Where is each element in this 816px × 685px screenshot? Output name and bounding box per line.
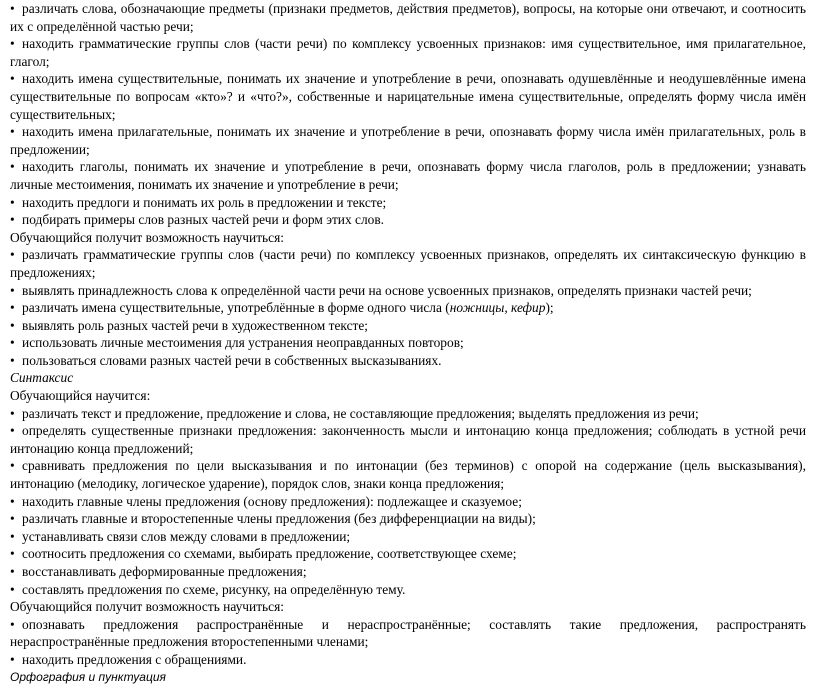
opportunity-heading-2: Обучающийся получит возможность научиться: <box>10 599 284 615</box>
list-item <box>10 528 806 546</box>
list-item <box>10 493 806 511</box>
bullet-icon: • <box>10 300 15 316</box>
list-item <box>10 299 806 317</box>
list-item <box>10 510 806 528</box>
bullet-icon: • <box>10 194 15 210</box>
list-item-text: восстанавливать деформированные предложения; <box>22 564 307 579</box>
list-item <box>10 35 806 70</box>
list-item-text: находить предлоги и понимать их роль в предложении и тексте; <box>22 194 387 210</box>
list-item <box>10 282 806 300</box>
bullet-icon: • <box>10 511 15 527</box>
list-item-text: выявлять принадлежность слова к определённой части речи на основе усвоенных признаков, определять признаки частей речи; <box>22 282 752 298</box>
list-item <box>10 352 806 370</box>
bullet-icon: • <box>10 581 15 597</box>
list-item <box>10 194 806 212</box>
bullet-icon: • <box>10 651 15 667</box>
list-item-text: различать грамматические группы слов (части речи) по комплексу усвоенных признаков, определять их синтаксическую функцию в предложениях; <box>10 247 806 280</box>
document-page <box>10 0 806 685</box>
list-item <box>10 334 806 352</box>
list-item-text: выявлять роль разных частей речи в художественном тексте; <box>22 317 369 333</box>
bullet-icon: • <box>10 1 15 16</box>
bullet-icon: • <box>10 247 15 263</box>
syntax-heading: Синтаксис <box>10 370 74 386</box>
list-item-text: использовать личные местоимения для устранения неоправданных повторов; <box>22 335 464 351</box>
italic-example: ножницы, кефир <box>449 300 546 316</box>
bullet-icon: • <box>10 405 15 421</box>
list-item-text: устанавливать связи слов между словами в предложении; <box>22 528 351 544</box>
bullet-icon: • <box>10 423 15 439</box>
list-item <box>10 422 806 457</box>
list-item-text: находить грамматические группы слов (части речи) по комплексу усвоенных признаков: имя существительное, имя прилагательное, глагол; <box>10 36 806 69</box>
opportunity-list-1-rest <box>10 317 806 370</box>
opportunity-list-2 <box>10 616 806 669</box>
syntax-list <box>10 405 806 599</box>
bullet-icon: • <box>10 352 15 368</box>
bullet-icon: • <box>10 71 15 87</box>
list-item-text: сравнивать предложения по цели высказывания и по интонации (без терминов) с опорой на содержание (цель высказывания), интонацию (мелодику, логическое ударение), порядок слов, знаки конца предложения; <box>10 458 806 492</box>
list-item-text: находить имена существительные, понимать их значение и употребление в речи, опознавать одушевлённые и неодушевлённые имена существительные по вопросам «кто»? и «что?», собственные и нарицательные имена существительные, определять форму числа имён существительных; <box>10 71 806 122</box>
bullet-icon: • <box>10 212 15 228</box>
list-item <box>10 70 806 123</box>
bullet-icon: • <box>10 159 15 175</box>
bullet-icon: • <box>10 317 15 333</box>
list-item <box>10 405 806 423</box>
list-item <box>10 457 806 492</box>
list-item <box>10 616 806 651</box>
list-item-text: составлять предложения по схеме, рисунку, на определённую тему. <box>22 581 406 597</box>
list-item <box>10 211 806 229</box>
bullet-icon: • <box>10 282 15 298</box>
list-item-text: опознавать предложения распространённые и нераспространённые; составлять такие предложения, распространять нераспространённые предложения второстепенными членами; <box>10 616 806 650</box>
bullet-icon: • <box>10 335 15 351</box>
list-item-text-end: ); <box>545 300 554 316</box>
list-item-text: различать слова, обозначающие предметы (признаки предметов, действия предметов), вопросы, на которые они отвечают, и соотносить их с определённой частью речи; <box>10 1 806 34</box>
orthography-heading: Орфография и пунктуация <box>10 669 166 684</box>
parts-of-speech-list <box>10 0 806 229</box>
list-item-text: находить глаголы, понимать их значение и употребление в речи, опознавать форму числа глаголов, роль в предложении; узнавать личные местоимения, понимать их значение и употребление в речи; <box>10 159 806 192</box>
list-item-text: подбирать примеры слов разных частей речи и форм этих слов. <box>22 212 385 228</box>
bullet-icon: • <box>10 564 15 579</box>
will-learn-heading: Обучающийся научится: <box>10 388 151 404</box>
list-item <box>10 246 806 281</box>
bullet-icon: • <box>10 546 15 562</box>
list-item-text: определять существенные признаки предложения: законченность мысли и интонацию конца предложения; соблюдать в устной речи интонацию конца предложений; <box>10 423 806 456</box>
list-item <box>10 581 806 599</box>
list-item-text: находить главные члены предложения (основу предложения): подлежащее и сказуемое; <box>22 493 522 509</box>
list-item-text: соотносить предложения со схемами, выбирать предложение, соответствующее схеме; <box>22 546 517 562</box>
bullet-icon: • <box>10 493 15 509</box>
opportunity-list-1 <box>10 246 806 299</box>
list-item <box>10 545 806 563</box>
list-item-text: пользоваться словами разных частей речи в собственных высказываниях. <box>22 352 442 368</box>
list-item-text: различать имена существительные, употреблённые в форме одного числа ( <box>22 300 450 316</box>
list-item <box>10 158 806 193</box>
list-item-text: находить предложения с обращениями. <box>22 651 247 667</box>
list-item-text: находить имена прилагательные, понимать их значение и употребление в речи, опознавать форму числа имён прилагательных, роль в предложении; <box>10 124 806 157</box>
bullet-icon: • <box>10 528 15 544</box>
opportunity-heading-1: Обучающийся получит возможность научиться: <box>10 229 284 245</box>
bullet-icon: • <box>10 36 15 52</box>
bullet-icon: • <box>10 458 15 474</box>
list-item <box>10 563 806 581</box>
list-item <box>10 651 806 669</box>
bullet-icon: • <box>10 616 15 632</box>
bullet-icon: • <box>10 124 15 140</box>
list-item <box>10 317 806 335</box>
list-item-text: различать главные и второстепенные члены предложения (без дифференциации на виды); <box>22 511 536 527</box>
list-item <box>10 123 806 158</box>
list-item-text: различать текст и предложение, предложение и слова, не составляющие предложения; выделять предложения из речи; <box>22 405 699 421</box>
list-item <box>10 0 806 35</box>
